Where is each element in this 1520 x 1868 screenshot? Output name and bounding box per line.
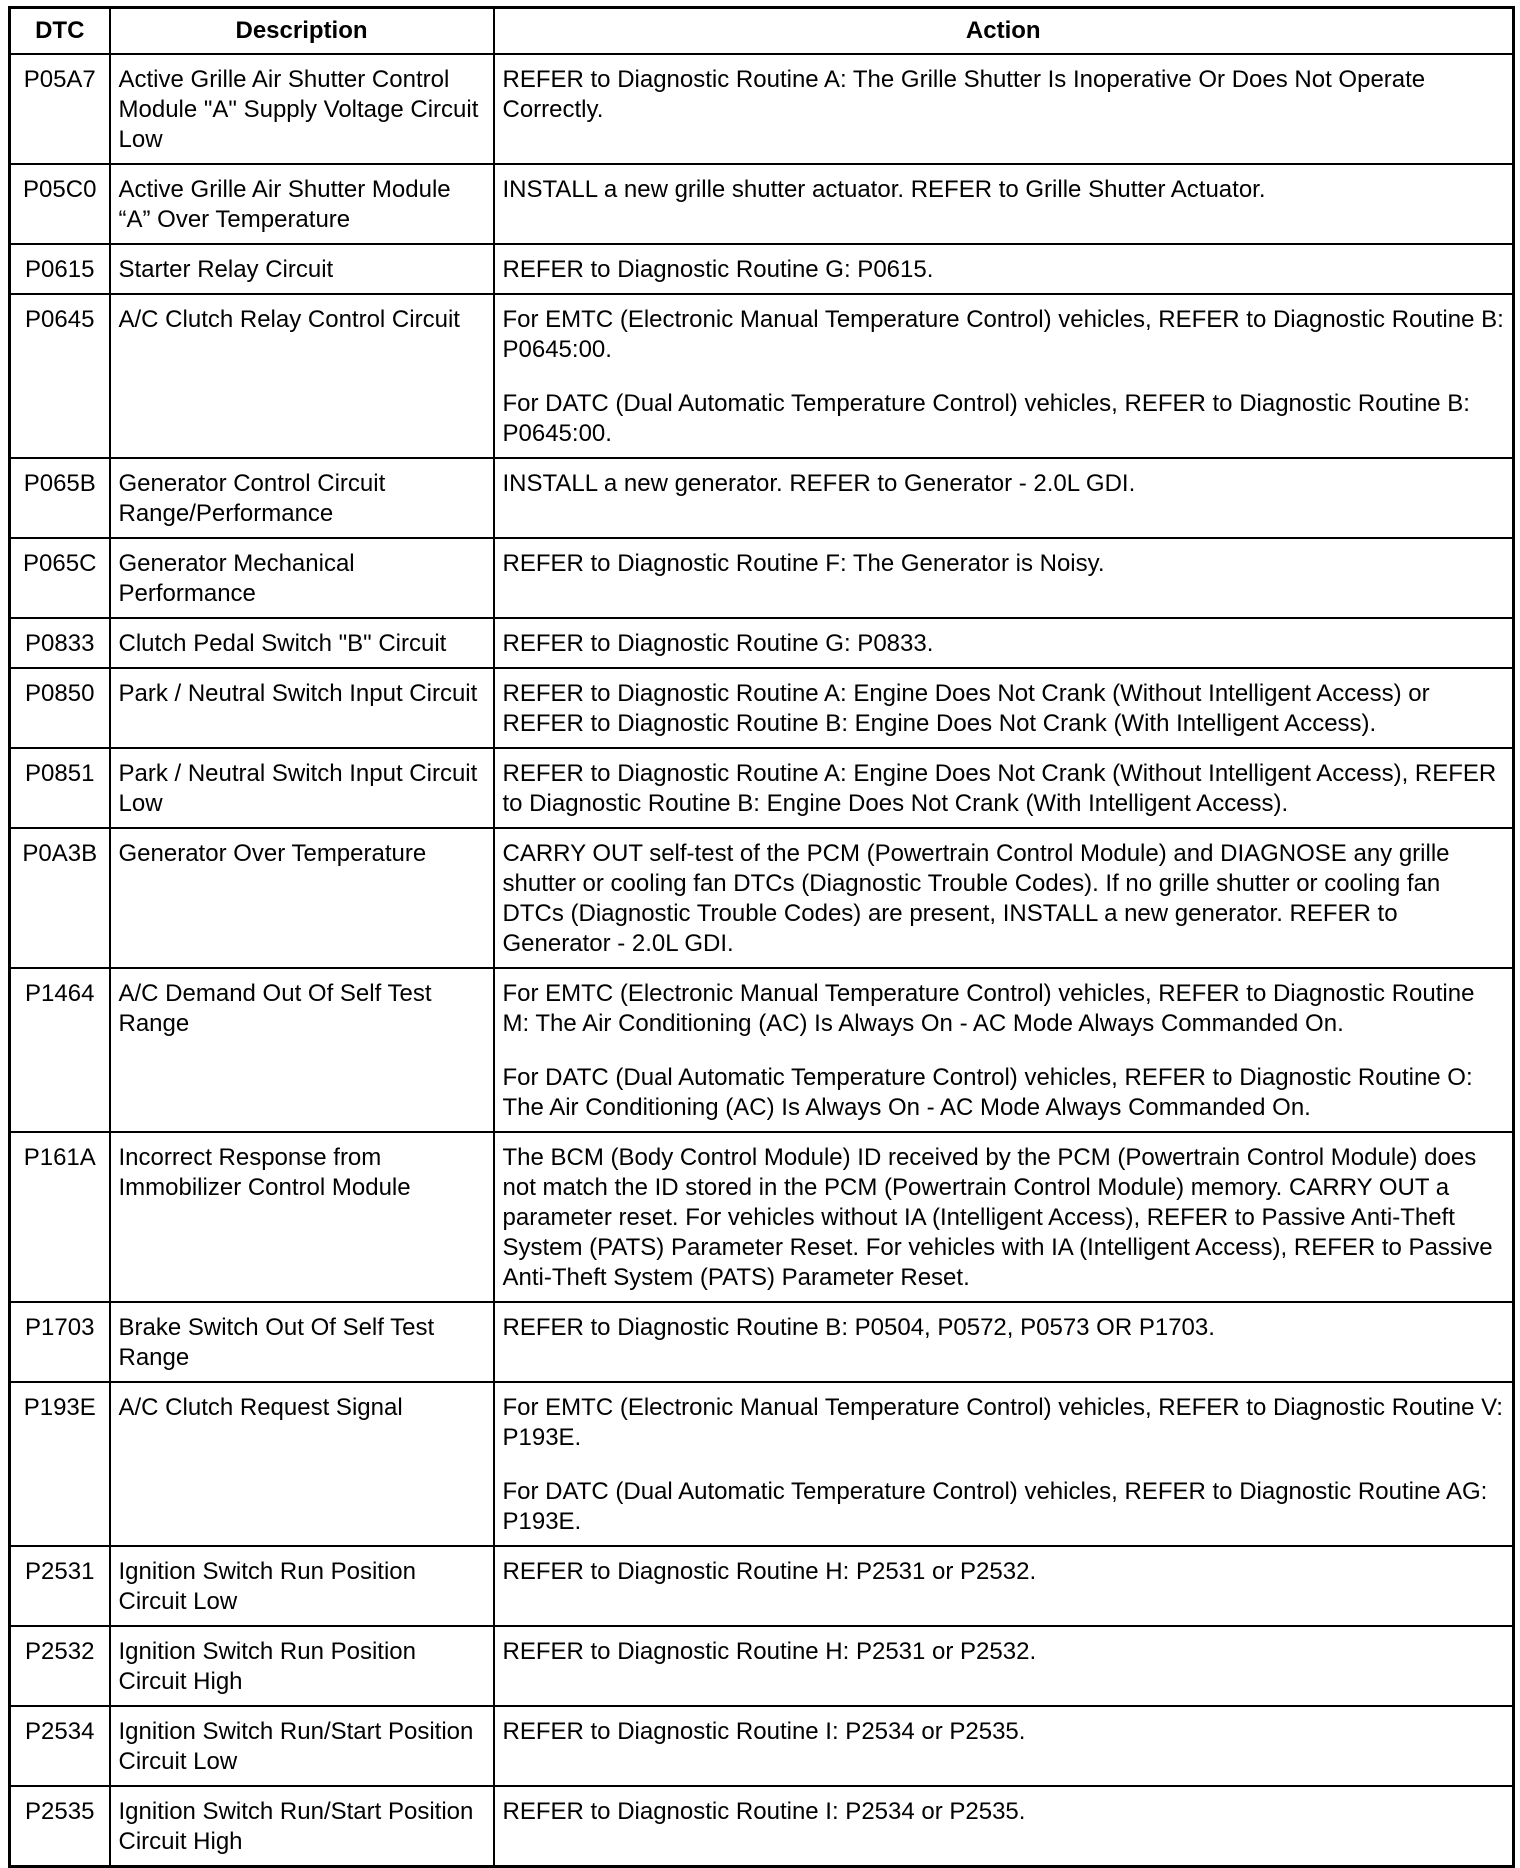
description-cell: Park / Neutral Switch Input Circuit	[110, 668, 494, 748]
description-cell: Ignition Switch Run/Start Position Circuit Low	[110, 1706, 494, 1786]
description-cell: Brake Switch Out Of Self Test Range	[110, 1302, 494, 1382]
action-paragraph: CARRY OUT self-test of the PCM (Powertrain Control Module) and DIAGNOSE any grille shutter or cooling fan DTCs (Diagnostic Trouble Codes). If no grille shutter or cooling fan DTCs (Diagnostic Trouble Codes) are present, INSTALL a new generator. REFER to Generator - 2.0L GDI.	[502, 840, 1450, 957]
column-header-action: Action	[494, 8, 1514, 55]
dtc-code-cell: P0850	[10, 668, 110, 748]
description-cell: Incorrect Response from Immobilizer Control Module	[110, 1132, 494, 1302]
action-paragraph: For EMTC (Electronic Manual Temperature Control) vehicles, REFER to Diagnostic Routine V: P193E.	[502, 1394, 1503, 1451]
description-cell: A/C Clutch Request Signal	[110, 1382, 494, 1546]
description-cell: A/C Clutch Relay Control Circuit	[110, 294, 494, 458]
action-paragraph: INSTALL a new generator. REFER to Generator - 2.0L GDI.	[502, 470, 1136, 497]
dtc-code-cell: P0615	[10, 244, 110, 294]
dtc-code-cell: P193E	[10, 1382, 110, 1546]
description-cell: A/C Demand Out Of Self Test Range	[110, 968, 494, 1132]
dtc-document	[8, 6, 1512, 1868]
action-cell	[494, 1626, 1514, 1706]
action-paragraph: REFER to Diagnostic Routine F: The Generator is Noisy.	[502, 550, 1105, 577]
description-cell: Ignition Switch Run Position Circuit High	[110, 1626, 494, 1706]
action-paragraph: REFER to Diagnostic Routine I: P2534 or P2535.	[502, 1718, 1026, 1745]
action-paragraph: For DATC (Dual Automatic Temperature Control) vehicles, REFER to Diagnostic Routine B: P0645:00.	[502, 390, 1470, 447]
table-row	[10, 1786, 1514, 1867]
dtc-code-cell: P1703	[10, 1302, 110, 1382]
dtc-code-cell: P065B	[10, 458, 110, 538]
table-row	[10, 1626, 1514, 1706]
table-header-row	[10, 8, 1514, 55]
table-row	[10, 1706, 1514, 1786]
action-cell	[494, 828, 1514, 968]
action-paragraph: REFER to Diagnostic Routine G: P0615.	[502, 256, 934, 283]
action-paragraph: REFER to Diagnostic Routine B: P0504, P0572, P0573 OR P1703.	[502, 1314, 1215, 1341]
description-cell: Generator Control Circuit Range/Performance	[110, 458, 494, 538]
table-row	[10, 294, 1514, 458]
dtc-code-cell: P0851	[10, 748, 110, 828]
description-cell: Active Grille Air Shutter Control Module "A" Supply Voltage Circuit Low	[110, 54, 494, 164]
description-cell: Starter Relay Circuit	[110, 244, 494, 294]
action-cell	[494, 538, 1514, 618]
action-cell	[494, 1706, 1514, 1786]
action-paragraph: REFER to Diagnostic Routine H: P2531 or P2532.	[502, 1638, 1037, 1665]
table-row	[10, 748, 1514, 828]
action-paragraph: For EMTC (Electronic Manual Temperature Control) vehicles, REFER to Diagnostic Routine M: The Air Conditioning (AC) Is Always On - AC Mode Always Commanded On.	[502, 980, 1475, 1037]
dtc-code-cell: P05C0	[10, 164, 110, 244]
dtc-code-cell: P2532	[10, 1626, 110, 1706]
table-row	[10, 244, 1514, 294]
dtc-code-cell: P2534	[10, 1706, 110, 1786]
action-cell	[494, 294, 1514, 458]
action-paragraph: REFER to Diagnostic Routine G: P0833.	[502, 630, 934, 657]
action-cell	[494, 1302, 1514, 1382]
description-cell: Generator Over Temperature	[110, 828, 494, 968]
action-cell	[494, 244, 1514, 294]
action-paragraph: For DATC (Dual Automatic Temperature Control) vehicles, REFER to Diagnostic Routine AG: P193E.	[502, 1478, 1488, 1535]
action-paragraph: REFER to Diagnostic Routine I: P2534 or P2535.	[502, 1798, 1026, 1825]
action-paragraph: REFER to Diagnostic Routine H: P2531 or P2532.	[502, 1558, 1037, 1585]
action-cell	[494, 1786, 1514, 1867]
dtc-table	[8, 6, 1515, 1868]
description-cell: Active Grille Air Shutter Module “A” Over Temperature	[110, 164, 494, 244]
table-row	[10, 1382, 1514, 1546]
table-row	[10, 538, 1514, 618]
action-paragraph: For DATC (Dual Automatic Temperature Control) vehicles, REFER to Diagnostic Routine O: The Air Conditioning (AC) Is Always On - AC Mode Always Commanded On.	[502, 1064, 1473, 1121]
action-cell	[494, 164, 1514, 244]
action-cell	[494, 54, 1514, 164]
action-cell	[494, 1546, 1514, 1626]
dtc-code-cell: P161A	[10, 1132, 110, 1302]
action-cell	[494, 748, 1514, 828]
table-row	[10, 164, 1514, 244]
action-cell	[494, 968, 1514, 1132]
description-cell: Ignition Switch Run Position Circuit Low	[110, 1546, 494, 1626]
dtc-code-cell: P1464	[10, 968, 110, 1132]
action-paragraph: For EMTC (Electronic Manual Temperature Control) vehicles, REFER to Diagnostic Routine B: P0645:00.	[502, 306, 1504, 363]
action-cell	[494, 618, 1514, 668]
action-paragraph: REFER to Diagnostic Routine A: Engine Does Not Crank (Without Intelligent Access) or REFER to Diagnostic Routine B: Engine Does Not Crank (With Intelligent Access).	[502, 680, 1430, 737]
dtc-code-cell: P065C	[10, 538, 110, 618]
table-row	[10, 968, 1514, 1132]
dtc-code-cell: P05A7	[10, 54, 110, 164]
action-paragraph: REFER to Diagnostic Routine A: Engine Does Not Crank (Without Intelligent Access), REFER to Diagnostic Routine B: Engine Does Not Crank (With Intelligent Access).	[502, 760, 1497, 817]
dtc-code-cell: P0A3B	[10, 828, 110, 968]
action-cell	[494, 458, 1514, 538]
dtc-code-cell: P0645	[10, 294, 110, 458]
action-paragraph: INSTALL a new grille shutter actuator. REFER to Grille Shutter Actuator.	[502, 176, 1266, 203]
description-cell: Clutch Pedal Switch "B" Circuit	[110, 618, 494, 668]
action-paragraph: REFER to Diagnostic Routine A: The Grille Shutter Is Inoperative Or Does Not Operate Correctly.	[502, 66, 1426, 123]
description-cell: Ignition Switch Run/Start Position Circuit High	[110, 1786, 494, 1867]
table-row	[10, 828, 1514, 968]
table-row	[10, 54, 1514, 164]
column-header-dtc: DTC	[10, 8, 110, 55]
description-cell: Generator Mechanical Performance	[110, 538, 494, 618]
table-row	[10, 1302, 1514, 1382]
table-row	[10, 458, 1514, 538]
dtc-code-cell: P2535	[10, 1786, 110, 1867]
table-row	[10, 1546, 1514, 1626]
table-row	[10, 668, 1514, 748]
action-cell	[494, 1132, 1514, 1302]
table-body	[10, 54, 1514, 1867]
column-header-description: Description	[110, 8, 494, 55]
action-cell	[494, 1382, 1514, 1546]
action-cell	[494, 668, 1514, 748]
dtc-code-cell: P2531	[10, 1546, 110, 1626]
description-cell: Park / Neutral Switch Input Circuit Low	[110, 748, 494, 828]
table-row	[10, 618, 1514, 668]
table-row	[10, 1132, 1514, 1302]
action-paragraph: The BCM (Body Control Module) ID received by the PCM (Powertrain Control Module) does not match the ID stored in the PCM (Powertrain Control Module) memory. CARRY OUT a parameter reset. For vehicles without IA (Intelligent Access), REFER to Passive Anti-Theft System (PATS) Parameter Reset. For vehicles with IA (Intelligent Access), REFER to Passive Anti-Theft System (PATS) Parameter Reset.	[502, 1144, 1493, 1291]
dtc-code-cell: P0833	[10, 618, 110, 668]
